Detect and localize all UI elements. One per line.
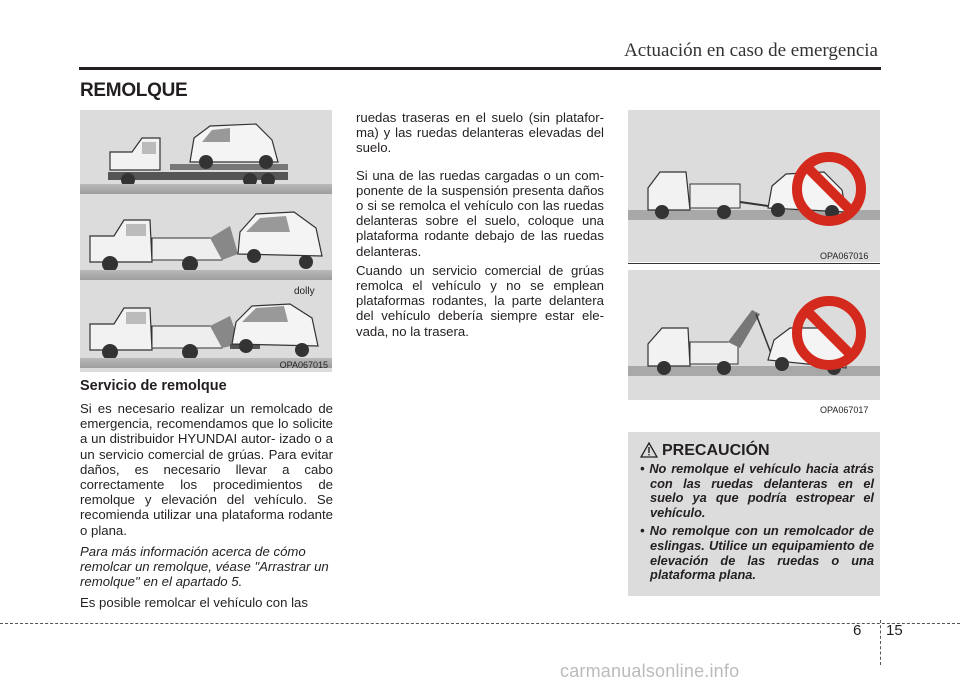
footer-page-divider <box>880 620 881 665</box>
figure-divider <box>628 263 880 264</box>
header-rule <box>79 67 881 70</box>
caution-title: PRECAUCIÓN <box>662 442 770 459</box>
watermark: carmanualsonline.info <box>560 661 740 681</box>
paragraph-reference: Para más información acerca de cómo remolcar un remolque, véase "Arrastrar un remolque" en el apartado 5. <box>80 543 329 590</box>
prohibited-icon <box>790 150 868 228</box>
paragraph-commercial-service: Cuando un servicio comercial de grúas remolca el vehículo y no se emplean plataformas rodantes, la parte delantera del vehículo debería siempre estar ele- vada, no la trasera. <box>356 262 604 339</box>
page-number: 15 <box>886 622 903 639</box>
caution-item: • No remolque el vehículo hacia atrás con las ruedas delanteras en el suelo ya que podría estropear el vehículo. <box>640 461 874 520</box>
paragraph-rear-wheels: Es posible remolcar el vehículo con las <box>80 595 308 611</box>
footer-dashed-rule <box>0 623 960 624</box>
dolly-label: dolly <box>294 286 315 297</box>
chapter-header: Actuación en caso de emergencia <box>624 40 878 61</box>
prohibited-sling-tow-figure <box>628 270 880 400</box>
prohibited-reverse-tow-figure <box>628 110 880 262</box>
towing-methods-figure <box>80 110 332 372</box>
section-title: REMOLQUE <box>80 80 188 101</box>
wheel-lift-band <box>80 198 332 286</box>
chapter-number: 6 <box>853 622 862 639</box>
prohibited-icon <box>790 294 868 372</box>
caution-box <box>628 432 880 596</box>
left-column-text <box>80 401 333 611</box>
figure-code-right-top: OPA067016 <box>820 251 869 261</box>
middle-column-text <box>356 110 604 339</box>
subsection-title: Servicio de remolque <box>80 378 227 394</box>
warning-triangle-icon <box>640 442 658 458</box>
paragraph-dolly-usage: Si una de las ruedas cargadas o un com- ponente de la suspensión presenta daños o si se remolca el vehículo con las ruedas delanteras sobre el suelo, coloque una plataforma rodante debajo de las ruedas delanteras. <box>356 167 604 259</box>
flatbed-band <box>80 110 332 198</box>
figure-code-left: OPA067015 <box>279 360 328 370</box>
paragraph-towing-service: Si es necesario realizar un remolcado de emergencia, recomendamos que lo solicite a un distribuidor HYUNDAI autor- izado o a un servicio comercial de grúas. Para evitar daños, es necesario llevar a cabo correctamente los procedimientos de remolque y elevación del vehículo. Se recomienda utilizar una plataforma rodante o plana. <box>80 401 333 538</box>
caution-list <box>638 462 874 587</box>
paragraph-front-wheels-raised: ruedas traseras en el suelo (sin platafor- ma) y las ruedas delanteras elevadas del suelo. <box>356 110 604 156</box>
caution-item: • No remolque con un remolcador de eslingas. Utilice un equipamiento de elevación de las ruedas o una plataforma plana. <box>640 523 874 583</box>
figure-code-right-bottom: OPA067017 <box>820 405 869 415</box>
